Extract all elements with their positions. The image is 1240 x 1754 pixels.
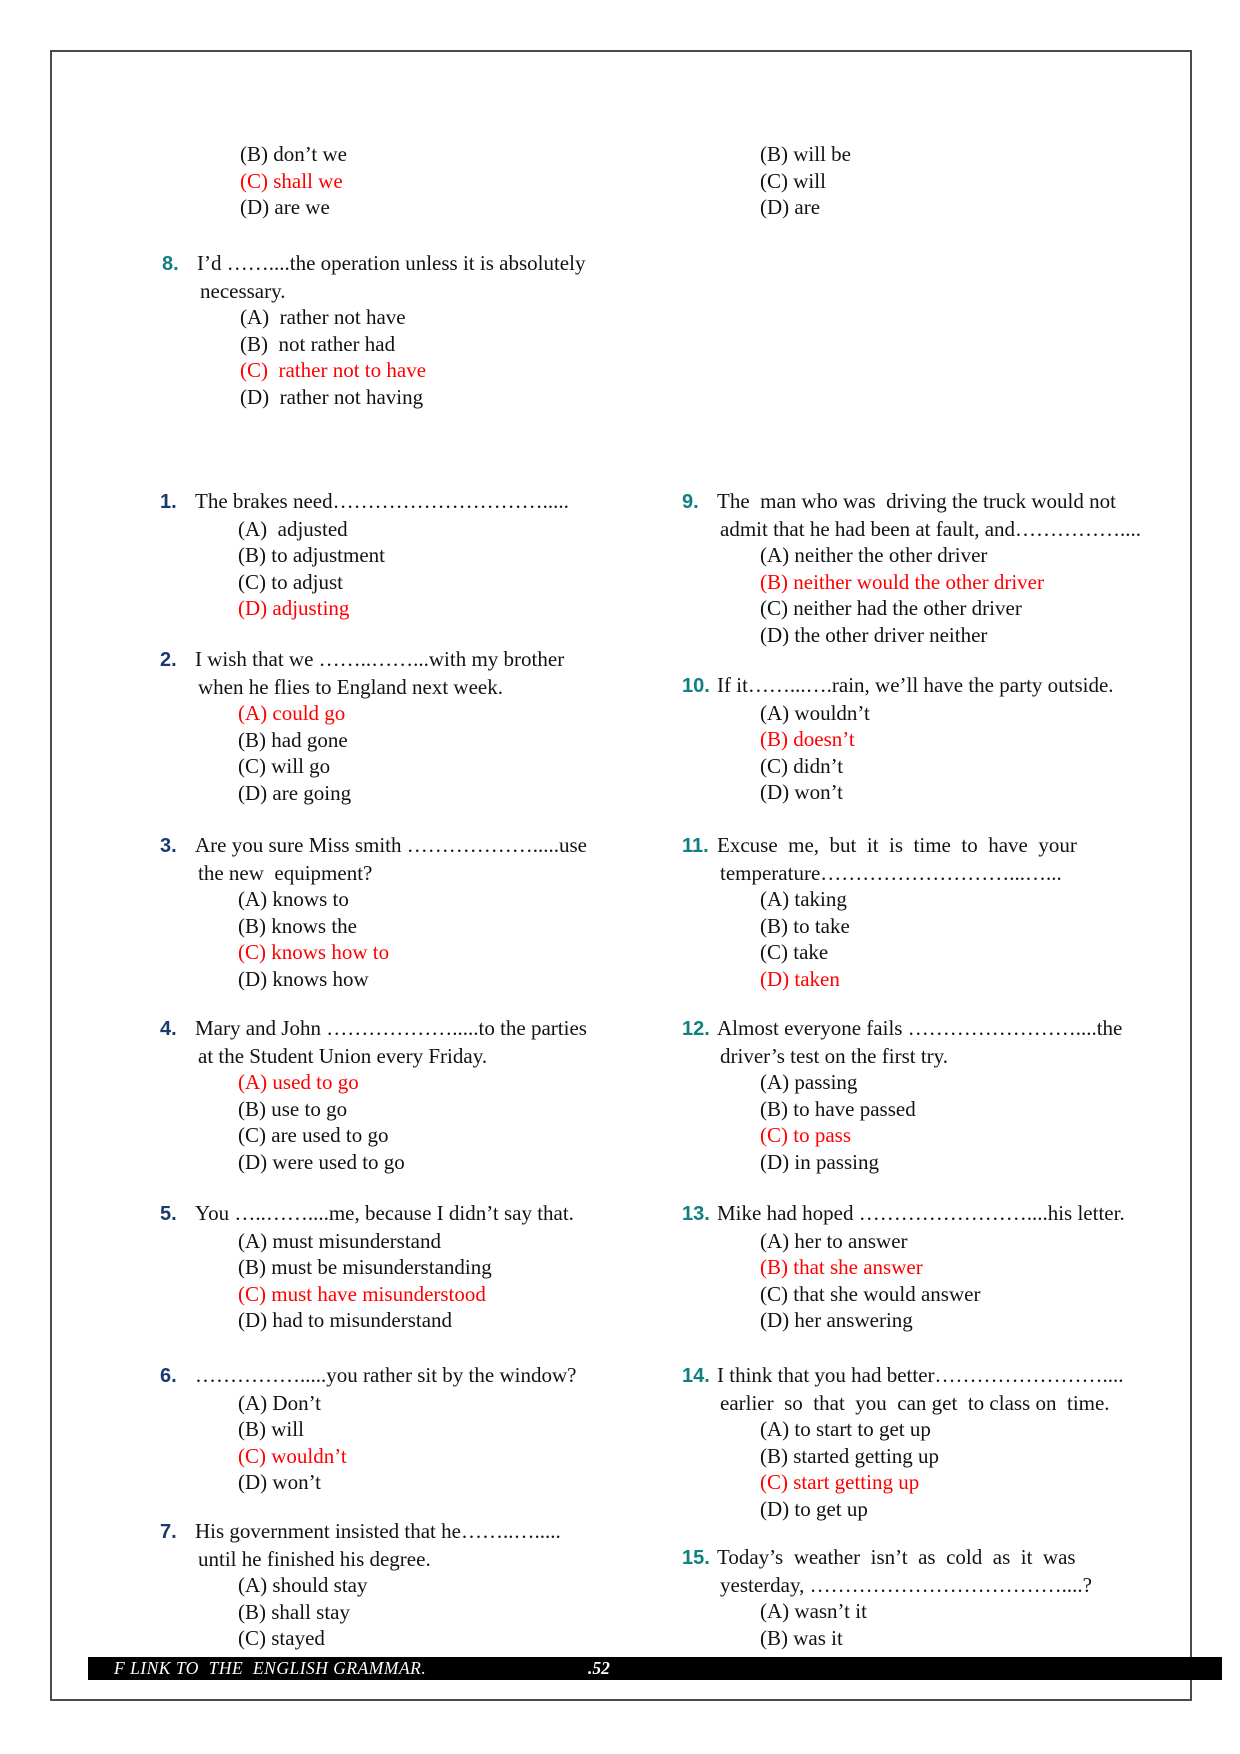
question-1 [160,488,610,622]
question-option: (D) were used to go [238,1149,405,1174]
question-number: 15. [682,1547,710,1569]
question-option: (D) won’t [760,780,844,804]
question-first-line [160,646,610,674]
question-option: (A) adjusted [238,516,348,541]
question-option: (A) used to go [238,1070,359,1094]
option-line: (D) are we [240,195,330,219]
question-option: (A) wouldn’t [760,700,870,725]
question-option: (D) her answering [760,1308,913,1332]
question-first-line [160,488,610,516]
question-text: …………….....you rather sit by the window? [195,1363,577,1387]
question-text: Are you sure Miss smith ……………….....use [195,833,587,857]
question-text: earlier so that you can get to class on time. [720,1390,1110,1415]
question-option: (C) are used to go [238,1123,389,1147]
question-option: (B) not rather had [240,331,396,356]
question-option: (A) neither the other driver [760,543,988,567]
question-first-line [682,672,1172,700]
question-option: (B) doesn’t [760,727,855,751]
question-option: (A) wasn’t it [760,1599,867,1623]
option-line: (D) are [760,195,821,219]
question-option: (A) could go [238,701,346,725]
question-text: His government insisted that he……..…..... [195,1519,561,1543]
question-text: the new equipment? [198,860,373,885]
question-3 [160,832,610,992]
question-option: (B) was it [760,1625,843,1650]
question-number: 9. [682,491,699,513]
question-option: (D) knows how [238,966,369,991]
question-option: (A) should stay [238,1573,368,1597]
option-line: (C) shall we [240,168,343,193]
question-9 [682,488,1172,648]
question-first-line [682,488,1172,516]
partial-options-left [240,141,347,221]
question-option: (D) the other driver neither [760,622,988,647]
question-number: 12. [682,1018,710,1040]
question-13 [682,1200,1172,1334]
question-number: 4. [160,1018,177,1040]
question-option: (D) won’t [238,1470,322,1494]
question-10 [682,672,1172,806]
question-text: when he flies to England next week. [198,674,503,699]
question-text: admit that he had been at fault, and…………….... [720,516,1142,541]
question-8 [162,250,722,410]
question-2 [160,646,610,806]
question-text: I think that you had better…………………….... [717,1363,1124,1387]
question-option: (A) taking [760,887,847,911]
question-option: (C) knows how to [238,940,390,964]
question-text: Almost everyone fails ……………………....the [717,1016,1123,1040]
question-12 [682,1015,1172,1175]
question-option: (C) will go [238,754,331,778]
question-option: (B) to have passed [760,1096,916,1121]
question-option: (C) neither had the other driver [760,596,1022,620]
question-option: (A) to start to get up [760,1417,931,1441]
question-option: (A) passing [760,1070,858,1094]
question-option: (C) stayed [238,1626,325,1650]
question-text: The brakes need…………………………..... [195,489,569,513]
question-text: at the Student Union every Friday. [198,1043,488,1068]
question-option: (D) are going [238,780,352,805]
question-number: 8. [162,253,179,275]
question-text: necessary. [200,278,286,303]
question-option: (C) start getting up [760,1470,920,1494]
footer-bar [88,1657,1222,1680]
question-option: (B) neither would the other driver [760,569,1044,594]
question-text: Excuse me, but it is time to have your [717,833,1077,857]
question-6 [160,1362,610,1496]
question-option: (C) to pass [760,1123,851,1147]
question-option: (B) must be misunderstanding [238,1255,492,1279]
question-option: (B) to take [760,913,850,938]
question-option: (B) shall stay [238,1599,350,1624]
question-first-line [682,1015,1172,1043]
question-text: driver’s test on the first try. [720,1043,949,1068]
partial-options-right [760,141,851,221]
question-text: I’d ……....the operation unless it is absolutely [197,251,586,275]
question-number: 3. [160,835,177,857]
question-4 [160,1015,610,1175]
footer-page-number: .52 [588,1658,610,1678]
question-first-line [160,832,610,860]
question-text: Mike had hoped ……………………....his letter. [717,1201,1125,1225]
question-option: (B) knows the [238,913,357,938]
question-number: 11. [682,835,709,857]
question-option: (C) must have misunderstood [238,1281,486,1306]
question-first-line [162,250,722,278]
question-option: (B) use to go [238,1096,348,1121]
question-option: (D) adjusting [238,596,350,620]
question-option: (C) wouldn’t [238,1443,347,1468]
question-text: If it……...….rain, we’ll have the party outside. [717,673,1114,697]
question-option: (D) taken [760,966,840,991]
question-option: (B) will [238,1417,304,1441]
question-option: (A) her to answer [760,1228,908,1253]
question-option: (D) in passing [760,1149,879,1174]
question-number: 14. [682,1365,710,1387]
question-text: yesterday, ………………………………....? [720,1572,1092,1597]
question-number: 10. [682,675,710,697]
question-option: (A) must misunderstand [238,1228,441,1253]
question-option: (A) Don’t [238,1390,322,1415]
question-option: (D) rather not having [240,384,424,409]
question-option: (C) to adjust [238,569,343,594]
question-first-line [160,1015,610,1043]
question-number: 6. [160,1365,177,1387]
question-first-line [160,1200,610,1228]
question-first-line [682,832,1172,860]
question-option: (B) had gone [238,727,348,752]
question-option: (D) to get up [760,1496,868,1521]
question-option: (B) started getting up [760,1443,940,1468]
question-number: 5. [160,1203,177,1225]
question-text: Today’s weather isn’t as cold as it was [717,1545,1076,1569]
question-number: 2. [160,649,177,671]
question-number: 7. [160,1521,177,1543]
question-text: Mary and John ……………….....to the parties [195,1016,587,1040]
option-line: (B) will be [760,142,851,166]
footer-title: F LINK TO THE ENGLISH GRAMMAR. [114,1658,427,1678]
question-text: temperature………………………...…... [720,860,1062,885]
question-option: (C) didn’t [760,753,844,778]
question-first-line [160,1518,610,1546]
question-option: (C) rather not to have [240,358,427,382]
question-option: (B) that she answer [760,1255,923,1279]
option-line: (B) don’t we [240,142,347,166]
question-option: (C) take [760,940,829,964]
question-first-line [682,1200,1172,1228]
question-text: until he finished his degree. [198,1546,431,1571]
question-option: (C) that she would answer [760,1281,981,1306]
question-text: The man who was driving the truck would not [717,489,1116,513]
question-15 [682,1544,1172,1651]
question-first-line [682,1362,1172,1390]
question-11 [682,832,1172,992]
option-line: (C) will [760,168,826,193]
question-option: (A) knows to [238,887,349,911]
question-option: (D) had to misunderstand [238,1308,453,1332]
question-7 [160,1518,610,1652]
question-14 [682,1362,1172,1522]
question-option: (B) to adjustment [238,543,385,567]
question-5 [160,1200,610,1334]
question-option: (A) rather not have [240,305,406,329]
question-number: 13. [682,1203,710,1225]
question-number: 1. [160,491,177,513]
question-first-line [160,1362,610,1390]
question-first-line [682,1544,1172,1572]
question-text: You …..……....me, because I didn’t say that. [195,1201,574,1225]
question-text: I wish that we ……..……...with my brother [195,647,565,671]
